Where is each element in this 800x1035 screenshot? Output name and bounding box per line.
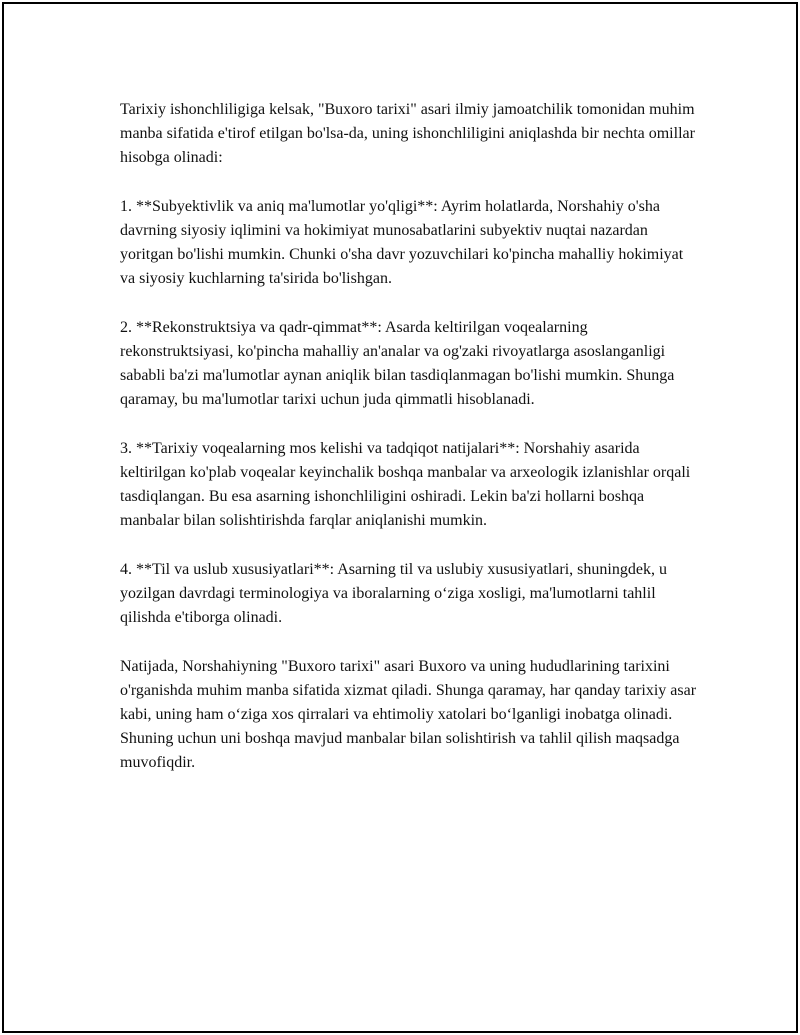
paragraph-point-3: 3. **Tarixiy voqealarning mos kelishi va tadqiqot natijalari**: Norshahiy asarida keltirilgan ko'plab voqealar keyinchalik boshqa manbalar va arxeologik izlanishlar orqali tasdiqlangan. Bu esa asarning ishonchliligini oshiradi. Lekin ba'zi hollarni boshqa manbalar bilan solishtirishda farqlar aniqlanishi mumkin.	[120, 439, 691, 530]
paragraph-point-2: 2. **Rekonstruktsiya va qadr-qimmat**: Asarda keltirilgan voqealarning rekonstruktsiyasi, ko'pincha mahalliy an'analar va og'zaki rivoyatlarga asoslanganligi sababli ba'zi ma'lumotlar aynan aniqlik bilan tasdiqlanmagan bo'lishi mumkin. Shunga qaramay, bu ma'lumotlar tarixi uchun juda qimmatli hisoblanadi.	[120, 318, 675, 409]
paragraph-point-4: 4. **Til va uslub xususiyatlari**: Asarning til va uslubiy xususiyatlari, shuningdek, u yozilgan davrdagi terminologiya va iboralarning o‘ziga xosligi, ma'lumotlarni tahlil qilishda e'tiborga olinadi.	[120, 560, 667, 627]
page-frame	[2, 2, 798, 1033]
document-body	[120, 98, 700, 800]
paragraph-intro: Tarixiy ishonchliligiga kelsak, "Buxoro tarixi" asari ilmiy jamoatchilik tomonidan muhim manba sifatida e'tirof etilgan bo'lsa-da, uning ishonchliligini aniqlashda bir nechta omillar hisobga olinadi:	[120, 101, 695, 167]
paragraph-point-1: 1. **Subyektivlik va aniq ma'lumotlar yo'qligi**: Ayrim holatlarda, Norshahiy o'sha davrning siyosiy iqlimini va hokimiyat munosabatlarini subyektiv nuqtai nazardan yoritgan bo'lishi mumkin. Chunki o'sha davr yozuvchilari ko'pincha mahalliy hokimiyat va siyosiy kuchlarning ta'sirida bo'lishgan.	[120, 197, 684, 288]
paragraph-conclusion: Natijada, Norshahiyning "Buxoro tarixi" asari Buxoro va uning hududlarining tarixini o'rganishda muhim manba sifatida xizmat qiladi. Shunga qaramay, har qanday tarixiy asar kabi, uning ham o‘ziga xos qirralari va ehtimoliy xatolari bo‘lganligi inobatga olinadi. Shuning uchun uni boshqa mavjud manbalar bilan solishtirish va tahlil qilish maqsadga muvofiqdir.	[120, 657, 697, 772]
